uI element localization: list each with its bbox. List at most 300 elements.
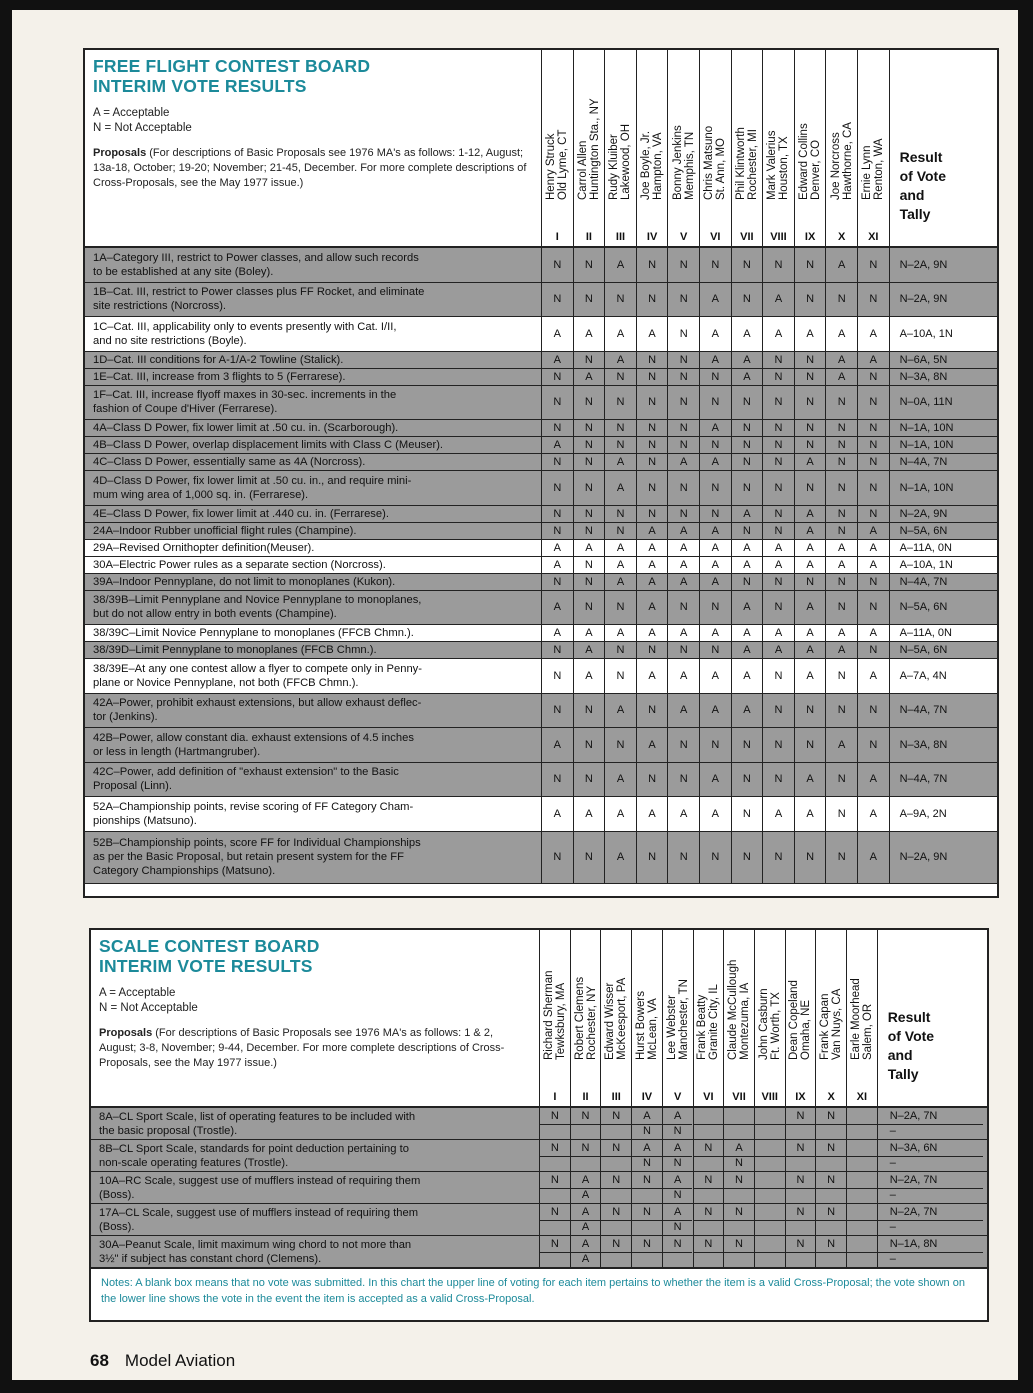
cross-proposal-vote [755, 1140, 785, 1157]
vote-cell: N [857, 728, 889, 762]
vote-cell [815, 1204, 846, 1235]
proposal-line: plane or Novice Pennyplane, not both (FFCB Chmn.). [93, 676, 359, 689]
district-number: XI [868, 231, 879, 243]
vote-result: N–1A, 10N [889, 437, 993, 453]
proposal-text [93, 474, 411, 502]
proposal-line: (Boss). [99, 1188, 135, 1201]
proposal-line: 38/39D–Limit Pennyplane to monoplanes (FFCB Chmn.). [93, 644, 377, 656]
vote-cell: A [857, 523, 889, 539]
vote-cell: A [857, 317, 889, 351]
proposal-description [99, 1204, 418, 1235]
accepted-vote [601, 1252, 631, 1268]
vote-cell: A [699, 763, 731, 797]
proposal-text [93, 541, 314, 555]
cross-proposal-vote: A [632, 1140, 662, 1157]
proposal-line: 1C–Cat. III, applicability only to events presently with Cat. I/II, [93, 320, 397, 333]
page-number: 68 [90, 1351, 109, 1370]
vote-cell: N [857, 591, 889, 625]
vote-cell: N [573, 694, 605, 728]
vote-cell [539, 1172, 570, 1203]
vote-result: N–4A, 7N [889, 574, 993, 590]
accepted-vote [755, 1156, 785, 1172]
vote-cell [723, 1236, 754, 1267]
vote-result: N–2A, 9N [889, 248, 993, 282]
cross-proposal-vote: N [540, 1236, 570, 1253]
proposal-description [93, 317, 396, 351]
vote-cell: A [604, 694, 636, 728]
judge-column [754, 930, 785, 1106]
proposal-text [93, 353, 343, 367]
vote-cell [723, 1140, 754, 1171]
vote-cell: A [857, 540, 889, 556]
cross-proposal-vote: N [694, 1172, 724, 1189]
proposal-description [93, 763, 399, 797]
vote-cell: A [541, 591, 573, 625]
vote-result: A–10A, 1N [889, 317, 993, 351]
accepted-vote [571, 1124, 601, 1140]
page-footer [90, 1351, 235, 1371]
vote-cell: N [762, 437, 794, 453]
vote-cell: N [541, 420, 573, 436]
vote-cell: N [794, 248, 826, 282]
vote-result [877, 1140, 983, 1171]
vote-cell: A [604, 797, 636, 831]
vote-cell: N [636, 642, 668, 658]
accepted-vote [540, 1252, 570, 1268]
accepted-vote [540, 1124, 570, 1140]
vote-cell [846, 1140, 877, 1171]
accepted-vote [540, 1220, 570, 1236]
vote-cell [815, 1236, 846, 1267]
proposal-line: pionships (Matsuno). [93, 814, 197, 827]
judge-name [672, 125, 696, 200]
vote-result: N–2A, 9N [889, 506, 993, 522]
vote-cell [662, 1236, 693, 1267]
judge-column [541, 50, 573, 246]
proposal-description [99, 1108, 415, 1139]
judge-column [631, 930, 662, 1106]
vote-cell: N [762, 352, 794, 368]
judge-name [703, 126, 727, 200]
judge-name-text: Edward Collins [798, 123, 811, 200]
scale-title: SCALE CONTEST BOARD INTERIM VOTE RESULTS [99, 936, 320, 976]
vote-cell: A [573, 369, 605, 385]
cross-proposal-vote [847, 1140, 877, 1157]
vote-cell: N [604, 283, 636, 317]
vote-result: A–11A, 0N [889, 540, 993, 556]
vote-cell: A [667, 694, 699, 728]
vote-cell: A [699, 694, 731, 728]
cross-proposal-vote: N [663, 1236, 693, 1253]
vote-cell [631, 1204, 662, 1235]
vote-cell: A [699, 523, 731, 539]
judge-name [696, 984, 720, 1060]
judge-name-text: Phil Klintworth [734, 127, 747, 200]
vote-cell: N [573, 386, 605, 420]
vote-cell [662, 1204, 693, 1235]
district-number: III [615, 231, 626, 243]
vote-cell: A [636, 557, 668, 573]
vote-cell: A [699, 574, 731, 590]
cross-proposal-vote: N [694, 1236, 724, 1253]
vote-row [85, 352, 997, 369]
vote-cell: A [794, 523, 826, 539]
vote-cell: A [667, 625, 699, 641]
vote-cell: A [636, 591, 668, 625]
vote-cell: A [604, 454, 636, 470]
vote-cell: N [636, 369, 668, 385]
district-number: X [838, 231, 846, 243]
proposal-text [93, 438, 443, 452]
vote-cell: N [762, 369, 794, 385]
district-number: II [582, 1091, 589, 1103]
vote-cell: N [604, 386, 636, 420]
proposal-line: 10A–RC Scale, suggest use of mufflers instead of requiring them [99, 1174, 421, 1187]
proposal-description [93, 248, 419, 282]
vote-cell: A [857, 763, 889, 797]
judge-location: Lakewood, OH [620, 123, 633, 200]
vote-cell [846, 1108, 877, 1139]
vote-cell: A [667, 523, 699, 539]
vote-cell: N [573, 574, 605, 590]
ff-title-block [85, 50, 541, 246]
judge-location: Renton, WA [873, 138, 886, 200]
accepted-vote [786, 1220, 816, 1236]
vote-cell: N [825, 832, 857, 883]
vote-cell: N [541, 574, 573, 590]
proposal-text [93, 251, 419, 279]
vote-cell: N [731, 437, 763, 453]
vote-cell: A [794, 557, 826, 573]
vote-cell: A [604, 471, 636, 505]
accepted-vote [724, 1252, 754, 1268]
accepted-vote [816, 1156, 846, 1172]
judge-column [570, 930, 601, 1106]
accepted-vote [847, 1220, 877, 1236]
proposal-line: 4D–Class D Power, fix lower limit at .50 cu. in., and require mini- [93, 474, 412, 487]
vote-cell: N [604, 369, 636, 385]
proposal-description [93, 283, 424, 317]
vote-cell: A [794, 506, 826, 522]
judge-name [758, 988, 782, 1060]
vote-cell: A [667, 540, 699, 556]
vote-cell: N [794, 728, 826, 762]
proposal-text [93, 388, 396, 416]
vote-cell [570, 1236, 601, 1267]
proposal-line: 42C–Power, add definition of "exhaust extension" to the Basic [93, 766, 399, 779]
judge-name [850, 978, 874, 1060]
vote-cell: A [731, 369, 763, 385]
result-header-line: Tally [899, 206, 931, 222]
vote-cell: N [794, 283, 826, 317]
result-upper: N–2A, 7N [878, 1204, 983, 1221]
judge-column [846, 930, 877, 1106]
vote-cell: A [573, 317, 605, 351]
vote-cell: A [636, 523, 668, 539]
judge-name-text: Frank Beatty [696, 994, 709, 1060]
proposal-text [93, 643, 377, 657]
accepted-vote [786, 1124, 816, 1140]
vote-cell: A [857, 557, 889, 573]
vote-cell: N [667, 352, 699, 368]
result-lower: – [889, 1221, 896, 1234]
vote-cell: N [636, 763, 668, 797]
result-header-line: and [887, 1047, 913, 1063]
vote-result: N–1A, 10N [889, 471, 993, 505]
district-number: IX [804, 231, 816, 243]
judge-location: McLean, VA [646, 998, 659, 1060]
vote-cell: A [636, 317, 668, 351]
vote-cell: A [731, 659, 763, 693]
judge-column [825, 50, 857, 246]
vote-cell [846, 1204, 877, 1235]
judge-column [794, 50, 826, 246]
cross-proposal-vote: N [786, 1236, 816, 1253]
cross-proposal-vote: N [786, 1204, 816, 1221]
judge-name [861, 138, 885, 200]
vote-row [85, 659, 997, 694]
proposal-description [93, 728, 414, 762]
vote-row [85, 248, 997, 283]
vote-cell: N [762, 420, 794, 436]
vote-cell [815, 1108, 846, 1139]
judge-location: St. Ann, MO [715, 138, 728, 200]
vote-cell [600, 1108, 631, 1139]
vote-cell: N [699, 591, 731, 625]
proposal-line: mum wing area of 1,000 sq. in. (Ferrarese). [93, 488, 309, 501]
proposal-line: 29A–Revised Ornithopter definition(Meuser). [93, 541, 315, 554]
proposal-line: 8A–CL Sport Scale, list of operating features to be included with [99, 1110, 416, 1123]
proposal-text [99, 1174, 420, 1202]
district-number: IX [795, 1091, 806, 1103]
cross-proposal-vote [847, 1204, 877, 1221]
vote-cell: A [794, 797, 826, 831]
proposal-line: 1F–Cat. III, increase flyoff maxes in 30-sec. increments in the [93, 389, 397, 402]
vote-cell: N [636, 248, 668, 282]
vote-cell: N [573, 420, 605, 436]
judge-column [785, 930, 816, 1106]
vote-cell: N [762, 454, 794, 470]
vote-cell: A [731, 352, 763, 368]
vote-cell: N [857, 642, 889, 658]
proposal-text [99, 1206, 418, 1234]
district-number: V [673, 1091, 682, 1103]
vote-cell: A [794, 659, 826, 693]
vote-row [85, 642, 997, 659]
judge-location: Manchester, TN [677, 979, 690, 1060]
cross-proposal-vote: N [786, 1140, 816, 1157]
proposal-description [93, 694, 421, 728]
judge-location: Tewksbury, MA [554, 982, 567, 1060]
vote-cell: A [699, 283, 731, 317]
proposal-description [93, 420, 398, 436]
vote-cell: A [794, 540, 826, 556]
vote-cell [539, 1204, 570, 1235]
district-number: II [585, 231, 592, 243]
vote-cell: N [667, 248, 699, 282]
vote-cell: A [541, 625, 573, 641]
vote-result: N–0A, 11N [889, 386, 993, 420]
district-number: III [611, 1091, 621, 1103]
vote-cell: N [699, 471, 731, 505]
vote-cell: N [825, 591, 857, 625]
vote-cell: N [604, 437, 636, 453]
district-number: VIII [770, 231, 787, 243]
vote-cell [600, 1236, 631, 1267]
vote-cell: A [667, 797, 699, 831]
vote-cell: A [699, 797, 731, 831]
judge-location: Montezuma, IA [739, 982, 752, 1060]
vote-cell: A [825, 248, 857, 282]
proposal-line: as per the Basic Proposal, but retain present system for the FF [93, 851, 404, 863]
vote-cell: A [573, 540, 605, 556]
vote-cell: A [699, 625, 731, 641]
vote-cell: A [762, 642, 794, 658]
vote-cell: N [762, 248, 794, 282]
vote-cell: N [667, 506, 699, 522]
proposal-description [99, 1172, 420, 1203]
cross-proposal-vote: N [816, 1172, 846, 1189]
magazine-title: Model Aviation [124, 1351, 236, 1370]
proposal-description [93, 591, 421, 625]
proposal-line: 1B–Cat. III, restrict to Power classes plus FF Rocket, and eliminate [93, 286, 425, 299]
vote-cell: N [573, 523, 605, 539]
accepted-vote [724, 1188, 754, 1204]
vote-cell: N [636, 283, 668, 317]
vote-cell: A [762, 317, 794, 351]
ff-body [85, 248, 997, 884]
cross-proposal-vote: A [663, 1140, 693, 1157]
judge-location: Van Nuys, CA [831, 988, 844, 1060]
vote-cell: N [857, 437, 889, 453]
vote-cell: A [667, 454, 699, 470]
vote-cell: N [573, 763, 605, 797]
vote-cell: N [825, 763, 857, 797]
vote-cell [754, 1172, 785, 1203]
judge-name-text: Mark Valerius [766, 130, 779, 200]
vote-result: N–2A, 9N [889, 832, 993, 883]
proposal-line: 39A–Indoor Pennyplane, do not limit to monoplanes (Kukon). [93, 575, 396, 588]
proposal-text [93, 836, 421, 878]
proposal-description [99, 1236, 411, 1267]
accepted-vote [847, 1188, 877, 1204]
free-flight-table [83, 48, 999, 898]
vote-cell: N [604, 420, 636, 436]
judge-name-text: Joe Norcross [829, 132, 842, 200]
vote-cell: A [699, 540, 731, 556]
judge-name-text: Frank Capan [819, 993, 832, 1060]
district-number: IV [646, 231, 658, 243]
vote-cell: N [573, 728, 605, 762]
accepted-vote: N [642, 1125, 651, 1138]
vote-result: A–7A, 4N [889, 659, 993, 693]
judge-location: Omaha, NE [800, 999, 813, 1060]
judge-name [788, 980, 812, 1060]
judge-name-text: Joe Boyle, Jr. [640, 130, 653, 200]
judge-name-text: John Casburn [757, 988, 770, 1060]
vote-cell: N [604, 728, 636, 762]
vote-cell [754, 1236, 785, 1267]
vote-cell: A [825, 369, 857, 385]
proposal-text [93, 662, 422, 690]
proposal-text [93, 696, 421, 724]
accepted-vote [632, 1252, 662, 1268]
judge-column [636, 50, 668, 246]
ff-header [85, 50, 997, 248]
cross-proposal-vote: N [786, 1172, 816, 1189]
cross-proposal-vote: A [663, 1108, 693, 1125]
vote-cell: A [762, 797, 794, 831]
vote-cell [723, 1108, 754, 1139]
vote-cell: A [604, 625, 636, 641]
vote-cell: A [699, 454, 731, 470]
cross-proposal-vote [755, 1108, 785, 1125]
vote-cell: A [762, 625, 794, 641]
vote-cell: N [731, 283, 763, 317]
vote-row [85, 797, 997, 832]
cross-proposal-vote: N [540, 1204, 570, 1221]
judge-name [830, 122, 854, 200]
vote-cell: N [667, 642, 699, 658]
vote-cell: A [541, 437, 573, 453]
judge-name-text: Richard Sherman [542, 970, 555, 1060]
vote-cell: N [636, 420, 668, 436]
judge-location: Salem, OR [861, 1003, 874, 1060]
cross-proposal-vote [755, 1172, 785, 1189]
judge-name-text: Edward Wisser [604, 982, 617, 1060]
accepted-vote [694, 1156, 724, 1172]
proposal-line: Proposal (Linn). [93, 780, 172, 793]
accepted-vote [755, 1220, 785, 1236]
vote-cell: A [731, 540, 763, 556]
proposal-line: tor (Jenkins). [93, 711, 158, 724]
vote-cell: N [731, 574, 763, 590]
vote-cell: N [636, 454, 668, 470]
vote-cell: A [731, 694, 763, 728]
cross-proposal-vote: A [663, 1204, 693, 1221]
district-number: VII [732, 1091, 746, 1103]
accepted-vote [540, 1188, 570, 1204]
proposal-description [93, 454, 365, 470]
proposal-line: non-scale operating features (Trostle). [99, 1156, 289, 1169]
vote-cell: A [604, 574, 636, 590]
vote-cell: N [636, 832, 668, 883]
proposal-line: 4C–Class D Power, essentially same as 4A (Norcross). [93, 456, 366, 468]
vote-cell: N [604, 659, 636, 693]
vote-result: N–4A, 7N [889, 694, 993, 728]
vote-row [85, 283, 997, 318]
vote-cell: A [731, 506, 763, 522]
vote-cell: N [699, 386, 731, 420]
vote-cell: N [667, 591, 699, 625]
proposal-description [93, 557, 386, 573]
cross-proposal-vote: N [816, 1140, 846, 1157]
vote-cell [631, 1140, 662, 1171]
vote-cell: A [825, 352, 857, 368]
scale-proposals-note: Proposals (For descriptions of Basic Proposals see 1976 MA's as follows: 1 & 2, August; 3-8, November; 9-44, December. For more complete descriptions of Cross-Proposals, see the May 1977 issue.) [99, 1027, 505, 1069]
vote-cell: N [636, 694, 668, 728]
vote-cell: A [541, 797, 573, 831]
judge-name [574, 977, 598, 1060]
cross-proposal-vote [755, 1204, 785, 1221]
proposal-line: 42B–Power, allow constant dia. exhaust extensions of 4.5 inches [93, 731, 414, 744]
proposal-description [93, 625, 414, 641]
vote-result [877, 1236, 983, 1267]
proposal-text [93, 558, 386, 572]
cross-proposal-vote: N [724, 1204, 754, 1221]
vote-cell: N [667, 369, 699, 385]
cross-proposal-vote: A [632, 1108, 662, 1125]
